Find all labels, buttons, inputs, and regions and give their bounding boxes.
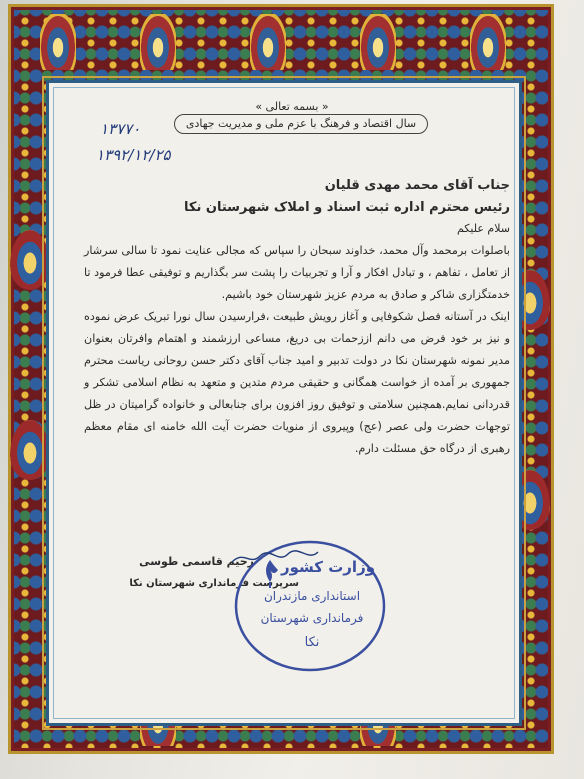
border-medallion-icon [360,14,396,70]
border-medallion-icon [40,14,76,70]
stamp-line: استانداری مازندران [263,589,361,603]
body-paragraph: اینک در آستانه فصل شکوفایی و آغاز رویش طبیعت ،فرارسیدن سال نورا تبریک عرض نموده و نیز بر خود فرض می دانم اززحمات بی دریغ، مساعی ارزشمند و اهتمام وافرتان بعنوان مدیر نمونه شهرستان نکا در دولت تدبیر و امید جناب آقای دکتر حسن روحانی ریاست محترم جمهوری بر آمده از خواست همگانی و حقیقی مردم متدین و متعهد به نظام اسلامی تشکر و قدردانی نمایم.همچنین سلامتی و توفیق روز افزون برای جنابعالی و خانواده گرامیتان در ظل توجهات حضرت ولی عصر (عج) وپیروی از منویات حضرت آیت الله خامنه ای مقام معظم رهبری از درگاه حق مسئلت دارم. [84,310,510,455]
body-paragraph: باصلوات برمحمد وآل محمد، خداوند سبحان را سپاس که مجالی عنایت نمود تا سالی سرشار از تعامل ، تفاهم ، و تبادل افکار و آرا و تجربیات را پشت سر بگذاریم و توفیقی عطا فرمود تا خدمتگزاری شاکر و صادق به مردم عزیز شهرستان خود باشیم. [84,244,510,301]
reference-date: ۱۳۹۲/۱۲/۲۵ [96,146,171,164]
letter-body [84,240,510,460]
border-medallion-icon [470,14,506,70]
year-slogan: سال اقتصاد و فرهنگ با عزم ملی و مدیریت جهادی [185,117,417,130]
border-medallion-icon [250,14,286,70]
addressee-name: جناب آقای محمد مهدی قلیان [324,178,510,193]
addressee-title: رئیس محترم اداره ثبت اسناد و املاک شهرستان نکا [184,200,510,215]
border-medallion-icon [140,14,176,70]
stamp-line: فرمانداری شهرستان [260,611,364,625]
signer-name: رحیم قاسمی طوسی [139,555,254,568]
bismillah-heading: « بسمه تعالی » [255,100,329,113]
greeting: سلام علیکم [456,222,510,235]
handwritten-signature [230,548,320,568]
stamp-line: نکا [304,635,320,650]
signer-role: سرپرست فرمانداری شهرستان نکا [129,578,299,589]
reference-number: ۱۳۷۷۰ [100,120,141,138]
stamp-line: وزارت کشور [280,558,376,576]
